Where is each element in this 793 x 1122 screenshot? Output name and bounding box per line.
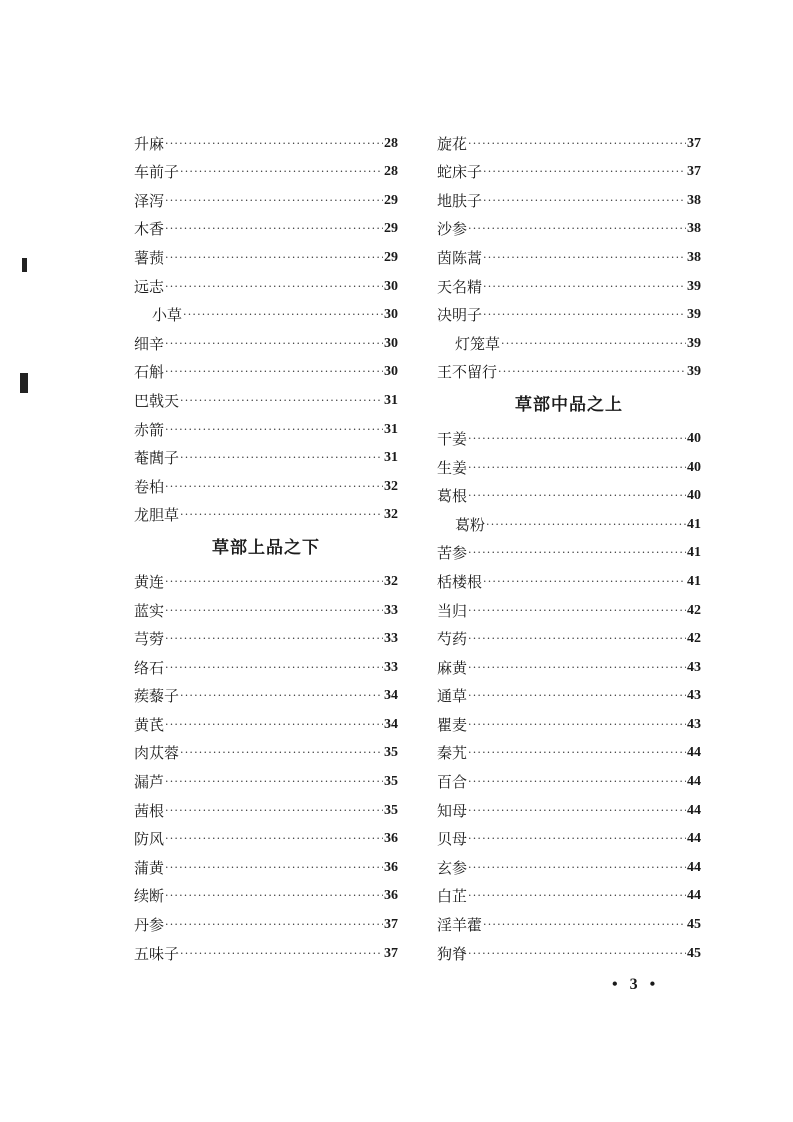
- dot-leader: [468, 945, 686, 963]
- entry-name: 细辛: [134, 334, 165, 353]
- dot-leader: [165, 659, 383, 677]
- toc-entry[interactable]: [437, 505, 701, 534]
- entry-page-number: 29: [384, 249, 398, 265]
- toc-entry[interactable]: [134, 934, 398, 963]
- section-heading: 草部上品之下: [212, 538, 320, 559]
- dot-leader: [483, 916, 686, 934]
- dot-leader: [468, 220, 686, 238]
- dot-leader: [165, 630, 383, 648]
- dot-leader: [165, 887, 383, 905]
- toc-entry[interactable]: [134, 124, 398, 153]
- entry-name: 石斛: [134, 363, 165, 382]
- dot-leader: [483, 249, 686, 267]
- dot-leader: [468, 430, 686, 448]
- dot-leader: [483, 192, 686, 210]
- dot-leader: [165, 573, 383, 591]
- entry-name: 续断: [134, 887, 165, 906]
- toc-entry[interactable]: [437, 762, 701, 791]
- toc-entry[interactable]: [134, 267, 398, 296]
- entry-page-number: 28: [384, 164, 398, 180]
- entry-name: 茜根: [134, 801, 165, 820]
- entry-name: 茵陈蒿: [437, 248, 483, 267]
- toc-entry[interactable]: [134, 467, 398, 496]
- dot-leader: [165, 192, 383, 210]
- entry-page-number: 32: [384, 507, 398, 523]
- margin-mark: [20, 373, 28, 393]
- entry-name: 玄参: [437, 858, 468, 877]
- toc-entry[interactable]: [437, 934, 701, 963]
- toc-entry[interactable]: [437, 820, 701, 849]
- dot-leader: [468, 859, 686, 877]
- dot-leader: [180, 687, 383, 705]
- dot-leader: [468, 487, 686, 505]
- toc-entry[interactable]: [437, 324, 701, 353]
- toc-entry[interactable]: [134, 381, 398, 410]
- entry-name: 木香: [134, 220, 165, 239]
- entry-name: 芎䓖: [134, 630, 165, 649]
- entry-name: 当归: [437, 601, 468, 620]
- dot-leader: [165, 602, 383, 620]
- entry-page-number: 42: [687, 602, 701, 618]
- entry-page-number: 40: [687, 488, 701, 504]
- entry-page-number: 28: [384, 135, 398, 151]
- toc-entry[interactable]: [134, 439, 398, 468]
- toc-entry[interactable]: [134, 905, 398, 934]
- toc-entry[interactable]: [437, 734, 701, 763]
- dot-leader: [165, 830, 383, 848]
- entry-page-number: 31: [384, 450, 398, 466]
- entry-name: 丹参: [134, 916, 165, 935]
- margin-mark: [22, 258, 27, 272]
- entry-name: 芍药: [437, 630, 468, 649]
- entry-name: 五味子: [134, 944, 180, 963]
- entry-name: 知母: [437, 801, 468, 820]
- toc-entry[interactable]: [134, 238, 398, 267]
- dot-leader: [468, 602, 686, 620]
- toc-entry[interactable]: [437, 419, 701, 448]
- toc-entry[interactable]: [134, 648, 398, 677]
- entry-name: 天名精: [437, 277, 483, 296]
- toc-entry[interactable]: [437, 448, 701, 477]
- entry-page-number: 32: [384, 573, 398, 589]
- entry-name: 王不留行: [437, 363, 498, 382]
- dot-leader: [468, 744, 686, 762]
- dot-leader: [180, 163, 383, 181]
- entry-page-number: 29: [384, 221, 398, 237]
- entry-name: 沙参: [437, 220, 468, 239]
- toc-entry[interactable]: [437, 620, 701, 649]
- entry-name: 升麻: [134, 134, 165, 153]
- toc-entry[interactable]: [134, 324, 398, 353]
- entry-name: 百合: [437, 773, 468, 792]
- toc-entry[interactable]: [437, 267, 701, 296]
- toc-entry[interactable]: [134, 762, 398, 791]
- entry-page-number: 32: [384, 478, 398, 494]
- entry-page-number: 40: [687, 430, 701, 446]
- entry-name: 菴䕡子: [134, 449, 180, 468]
- entry-name: 蒺藜子: [134, 687, 180, 706]
- entry-page-number: 44: [687, 831, 701, 847]
- dot-leader: [468, 687, 686, 705]
- entry-name: 小草: [152, 306, 183, 325]
- dot-leader: [486, 516, 686, 534]
- entry-page-number: 34: [384, 688, 398, 704]
- entry-page-number: 30: [384, 278, 398, 294]
- toc-entry[interactable]: [437, 791, 701, 820]
- toc-entry[interactable]: [134, 210, 398, 239]
- entry-page-number: 35: [384, 802, 398, 818]
- entry-page-number: 44: [687, 774, 701, 790]
- entry-name: 蛇床子: [437, 163, 483, 182]
- dot-leader: [483, 278, 686, 296]
- dot-leader: [483, 306, 686, 324]
- dot-leader: [180, 449, 383, 467]
- entry-page-number: 43: [687, 688, 701, 704]
- entry-name: 远志: [134, 277, 165, 296]
- entry-name: 决明子: [437, 306, 483, 325]
- toc-entry[interactable]: [437, 677, 701, 706]
- entry-name: 葛粉: [455, 515, 486, 534]
- toc-left-column: [134, 124, 398, 963]
- toc-entry[interactable]: [134, 153, 398, 182]
- entry-name: 淫羊藿: [437, 916, 483, 935]
- toc-entry[interactable]: [437, 153, 701, 182]
- entry-page-number: 30: [384, 335, 398, 351]
- entry-name: 苦参: [437, 544, 468, 563]
- entry-page-number: 31: [384, 392, 398, 408]
- toc-entry[interactable]: [134, 591, 398, 620]
- entry-page-number: 38: [687, 221, 701, 237]
- entry-name: 麻黄: [437, 658, 468, 677]
- entry-name: 防风: [134, 830, 165, 849]
- entry-page-number: 39: [687, 307, 701, 323]
- entry-name: 蒲黄: [134, 858, 165, 877]
- entry-name: 地肤子: [437, 191, 483, 210]
- toc-entry[interactable]: [437, 648, 701, 677]
- toc-entry[interactable]: [134, 820, 398, 849]
- entry-page-number: 29: [384, 192, 398, 208]
- entry-page-number: 41: [687, 516, 701, 532]
- toc-entry[interactable]: [437, 562, 701, 591]
- dot-leader: [165, 135, 383, 153]
- entry-name: 薯蓣: [134, 248, 165, 267]
- dot-leader: [468, 659, 686, 677]
- toc-entry[interactable]: [437, 848, 701, 877]
- dot-leader: [165, 363, 383, 381]
- entry-name: 巴戟天: [134, 391, 180, 410]
- dot-leader: [483, 163, 686, 181]
- toc-entry[interactable]: [134, 353, 398, 382]
- dot-leader: [180, 392, 383, 410]
- entry-name: 瞿麦: [437, 715, 468, 734]
- entry-page-number: 38: [687, 192, 701, 208]
- dot-leader: [501, 335, 686, 353]
- toc-right-column: [437, 124, 701, 963]
- entry-name: 干姜: [437, 429, 468, 448]
- entry-name: 赤箭: [134, 420, 165, 439]
- toc-entry[interactable]: [437, 238, 701, 267]
- dot-leader: [468, 887, 686, 905]
- entry-name: 络石: [134, 658, 165, 677]
- toc-entry[interactable]: [437, 210, 701, 239]
- entry-page-number: 42: [687, 631, 701, 647]
- entry-name: 黄芪: [134, 715, 165, 734]
- dot-leader: [165, 278, 383, 296]
- dot-leader: [498, 363, 686, 381]
- entry-page-number: 30: [384, 364, 398, 380]
- entry-page-number: 36: [384, 831, 398, 847]
- entry-page-number: 31: [384, 421, 398, 437]
- entry-name: 葛根: [437, 487, 468, 506]
- dot-leader: [180, 945, 383, 963]
- dot-leader: [165, 478, 383, 496]
- entry-page-number: 37: [687, 164, 701, 180]
- dot-leader: [165, 716, 383, 734]
- entry-page-number: 39: [687, 278, 701, 294]
- toc-entry[interactable]: [134, 734, 398, 763]
- entry-page-number: 43: [687, 716, 701, 732]
- dot-leader: [180, 744, 383, 762]
- entry-page-number: 36: [384, 859, 398, 875]
- entry-page-number: 40: [687, 459, 701, 475]
- dot-leader: [468, 830, 686, 848]
- entry-name: 卷柏: [134, 477, 165, 496]
- toc-entry[interactable]: [437, 296, 701, 325]
- entry-name: 车前子: [134, 163, 180, 182]
- entry-page-number: 30: [384, 307, 398, 323]
- entry-name: 栝楼根: [437, 572, 483, 591]
- entry-name: 狗脊: [437, 944, 468, 963]
- entry-name: 肉苁蓉: [134, 744, 180, 763]
- entry-name: 黄连: [134, 572, 165, 591]
- entry-page-number: 41: [687, 545, 701, 561]
- entry-page-number: 36: [384, 888, 398, 904]
- entry-name: 秦艽: [437, 744, 468, 763]
- entry-page-number: 39: [687, 335, 701, 351]
- toc-entry[interactable]: [134, 877, 398, 906]
- toc-entry[interactable]: [437, 353, 701, 382]
- entry-page-number: 43: [687, 659, 701, 675]
- entry-name: 生姜: [437, 458, 468, 477]
- entry-name: 蓝实: [134, 601, 165, 620]
- entry-page-number: 34: [384, 716, 398, 732]
- entry-page-number: 37: [384, 945, 398, 961]
- toc-entry[interactable]: [134, 296, 398, 325]
- entry-name: 白芷: [437, 887, 468, 906]
- dot-leader: [183, 306, 383, 324]
- entry-page-number: 37: [384, 917, 398, 933]
- toc-entry[interactable]: [134, 181, 398, 210]
- dot-leader: [165, 859, 383, 877]
- entry-page-number: 35: [384, 745, 398, 761]
- dot-leader: [468, 773, 686, 791]
- toc-entry[interactable]: [437, 905, 701, 934]
- dot-leader: [468, 630, 686, 648]
- toc-entry[interactable]: [437, 181, 701, 210]
- toc-entry[interactable]: [134, 848, 398, 877]
- section-heading: 草部中品之上: [515, 395, 623, 416]
- entry-page-number: 45: [687, 917, 701, 933]
- toc-entry[interactable]: [437, 877, 701, 906]
- entry-name: 泽泻: [134, 191, 165, 210]
- dot-leader: [468, 544, 686, 562]
- entry-page-number: 35: [384, 774, 398, 790]
- dot-leader: [468, 716, 686, 734]
- dot-leader: [165, 249, 383, 267]
- toc-entry[interactable]: [134, 496, 398, 525]
- dot-leader: [468, 135, 686, 153]
- toc-entry[interactable]: [437, 591, 701, 620]
- entry-page-number: 38: [687, 249, 701, 265]
- dot-leader: [468, 459, 686, 477]
- dot-leader: [165, 335, 383, 353]
- toc-entry[interactable]: [134, 562, 398, 591]
- dot-leader: [468, 802, 686, 820]
- dot-leader: [165, 802, 383, 820]
- dot-leader: [165, 421, 383, 439]
- entry-name: 灯笼草: [455, 334, 501, 353]
- toc-entry[interactable]: [134, 410, 398, 439]
- dot-leader: [165, 220, 383, 238]
- dot-leader: [483, 573, 686, 591]
- entry-name: 贝母: [437, 830, 468, 849]
- entry-page-number: 45: [687, 945, 701, 961]
- entry-page-number: 44: [687, 802, 701, 818]
- toc-entry[interactable]: [437, 124, 701, 153]
- toc-entry[interactable]: [134, 620, 398, 649]
- entry-page-number: 44: [687, 859, 701, 875]
- entry-name: 漏芦: [134, 773, 165, 792]
- dot-leader: [165, 773, 383, 791]
- entry-page-number: 37: [687, 135, 701, 151]
- dot-leader: [165, 916, 383, 934]
- page-number: • 3 •: [612, 976, 660, 993]
- entry-page-number: 39: [687, 364, 701, 380]
- entry-page-number: 33: [384, 631, 398, 647]
- entry-page-number: 33: [384, 659, 398, 675]
- entry-page-number: 44: [687, 888, 701, 904]
- entry-page-number: 44: [687, 745, 701, 761]
- entry-name: 旋花: [437, 134, 468, 153]
- toc-entry[interactable]: [134, 677, 398, 706]
- entry-page-number: 41: [687, 573, 701, 589]
- toc-entry[interactable]: [134, 705, 398, 734]
- toc-entry[interactable]: [134, 791, 398, 820]
- toc-entry[interactable]: [437, 705, 701, 734]
- entry-name: 通草: [437, 687, 468, 706]
- toc-entry[interactable]: [437, 534, 701, 563]
- entry-page-number: 33: [384, 602, 398, 618]
- entry-name: 龙胆草: [134, 506, 180, 525]
- toc-entry[interactable]: [437, 477, 701, 506]
- dot-leader: [180, 506, 383, 524]
